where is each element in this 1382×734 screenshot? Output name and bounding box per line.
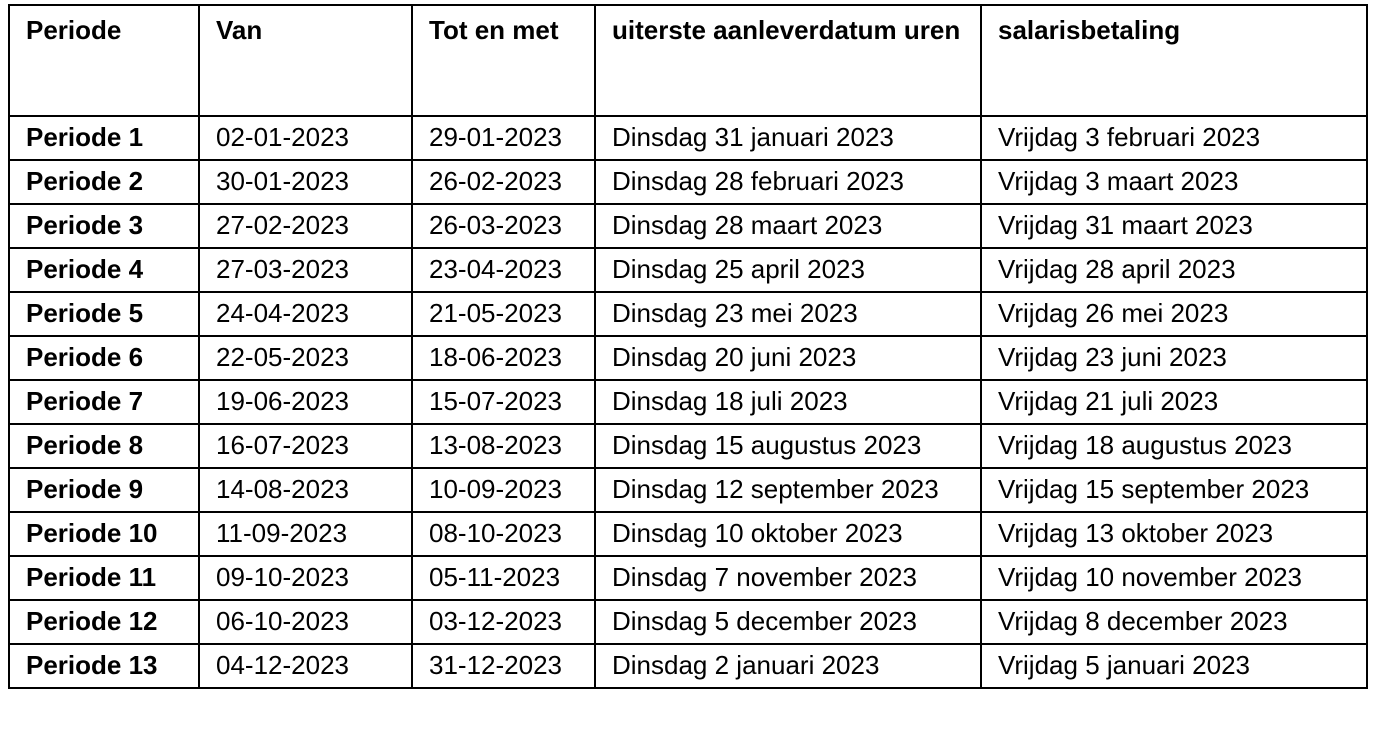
aanleverdatum-cell: Dinsdag 2 januari 2023 [595,644,981,688]
aanleverdatum-cell: Dinsdag 10 oktober 2023 [595,512,981,556]
tot-en-met-cell: 15-07-2023 [412,380,595,424]
period-cell: Periode 13 [9,644,199,688]
van-cell: 30-01-2023 [199,160,412,204]
table-header-row [9,5,1367,116]
table-row [9,336,1367,380]
van-cell: 19-06-2023 [199,380,412,424]
table-row [9,644,1367,688]
aanleverdatum-cell: Dinsdag 31 januari 2023 [595,116,981,160]
van-cell: 09-10-2023 [199,556,412,600]
aanleverdatum-cell: Dinsdag 25 april 2023 [595,248,981,292]
period-cell: Periode 5 [9,292,199,336]
tot-en-met-cell: 13-08-2023 [412,424,595,468]
period-cell: Periode 9 [9,468,199,512]
tot-en-met-cell: 29-01-2023 [412,116,595,160]
table-row [9,512,1367,556]
period-cell: Periode 2 [9,160,199,204]
salarisbetaling-cell: Vrijdag 15 september 2023 [981,468,1367,512]
payroll-schedule-table [8,4,1368,689]
period-cell: Periode 8 [9,424,199,468]
aanleverdatum-cell: Dinsdag 23 mei 2023 [595,292,981,336]
table-row [9,556,1367,600]
tot-en-met-cell: 10-09-2023 [412,468,595,512]
aanleverdatum-cell: Dinsdag 28 februari 2023 [595,160,981,204]
period-cell: Periode 1 [9,116,199,160]
period-cell: Periode 6 [9,336,199,380]
aanleverdatum-cell: Dinsdag 18 juli 2023 [595,380,981,424]
table-row [9,600,1367,644]
tot-en-met-cell: 05-11-2023 [412,556,595,600]
salarisbetaling-cell: Vrijdag 23 juni 2023 [981,336,1367,380]
period-cell: Periode 3 [9,204,199,248]
salarisbetaling-cell: Vrijdag 28 april 2023 [981,248,1367,292]
salarisbetaling-cell: Vrijdag 18 augustus 2023 [981,424,1367,468]
table-row [9,292,1367,336]
van-cell: 24-04-2023 [199,292,412,336]
tot-en-met-cell: 31-12-2023 [412,644,595,688]
salarisbetaling-cell: Vrijdag 3 februari 2023 [981,116,1367,160]
van-cell: 02-01-2023 [199,116,412,160]
table-row [9,424,1367,468]
aanleverdatum-cell: Dinsdag 7 november 2023 [595,556,981,600]
salarisbetaling-cell: Vrijdag 10 november 2023 [981,556,1367,600]
aanleverdatum-cell: Dinsdag 20 juni 2023 [595,336,981,380]
header-salarisbetaling: salarisbetaling [981,5,1367,116]
period-cell: Periode 11 [9,556,199,600]
header-van: Van [199,5,412,116]
aanleverdatum-cell: Dinsdag 28 maart 2023 [595,204,981,248]
tot-en-met-cell: 18-06-2023 [412,336,595,380]
tot-en-met-cell: 08-10-2023 [412,512,595,556]
salarisbetaling-cell: Vrijdag 21 juli 2023 [981,380,1367,424]
salarisbetaling-cell: Vrijdag 31 maart 2023 [981,204,1367,248]
aanleverdatum-cell: Dinsdag 12 september 2023 [595,468,981,512]
header-uiterste-aanleverdatum-uren: uiterste aanleverdatum uren [595,5,981,116]
tot-en-met-cell: 26-02-2023 [412,160,595,204]
van-cell: 22-05-2023 [199,336,412,380]
van-cell: 11-09-2023 [199,512,412,556]
tot-en-met-cell: 26-03-2023 [412,204,595,248]
salarisbetaling-cell: Vrijdag 13 oktober 2023 [981,512,1367,556]
van-cell: 04-12-2023 [199,644,412,688]
table-row [9,380,1367,424]
tot-en-met-cell: 23-04-2023 [412,248,595,292]
van-cell: 27-03-2023 [199,248,412,292]
tot-en-met-cell: 03-12-2023 [412,600,595,644]
aanleverdatum-cell: Dinsdag 15 augustus 2023 [595,424,981,468]
van-cell: 16-07-2023 [199,424,412,468]
table-row [9,248,1367,292]
van-cell: 27-02-2023 [199,204,412,248]
salarisbetaling-cell: Vrijdag 5 januari 2023 [981,644,1367,688]
salarisbetaling-cell: Vrijdag 3 maart 2023 [981,160,1367,204]
van-cell: 06-10-2023 [199,600,412,644]
period-cell: Periode 7 [9,380,199,424]
salarisbetaling-cell: Vrijdag 8 december 2023 [981,600,1367,644]
header-periode: Periode [9,5,199,116]
table-body [9,116,1367,688]
aanleverdatum-cell: Dinsdag 5 december 2023 [595,600,981,644]
table-row [9,468,1367,512]
tot-en-met-cell: 21-05-2023 [412,292,595,336]
period-cell: Periode 12 [9,600,199,644]
salarisbetaling-cell: Vrijdag 26 mei 2023 [981,292,1367,336]
period-cell: Periode 4 [9,248,199,292]
table-row [9,204,1367,248]
van-cell: 14-08-2023 [199,468,412,512]
header-tot-en-met: Tot en met [412,5,595,116]
table-row [9,116,1367,160]
table-row [9,160,1367,204]
period-cell: Periode 10 [9,512,199,556]
